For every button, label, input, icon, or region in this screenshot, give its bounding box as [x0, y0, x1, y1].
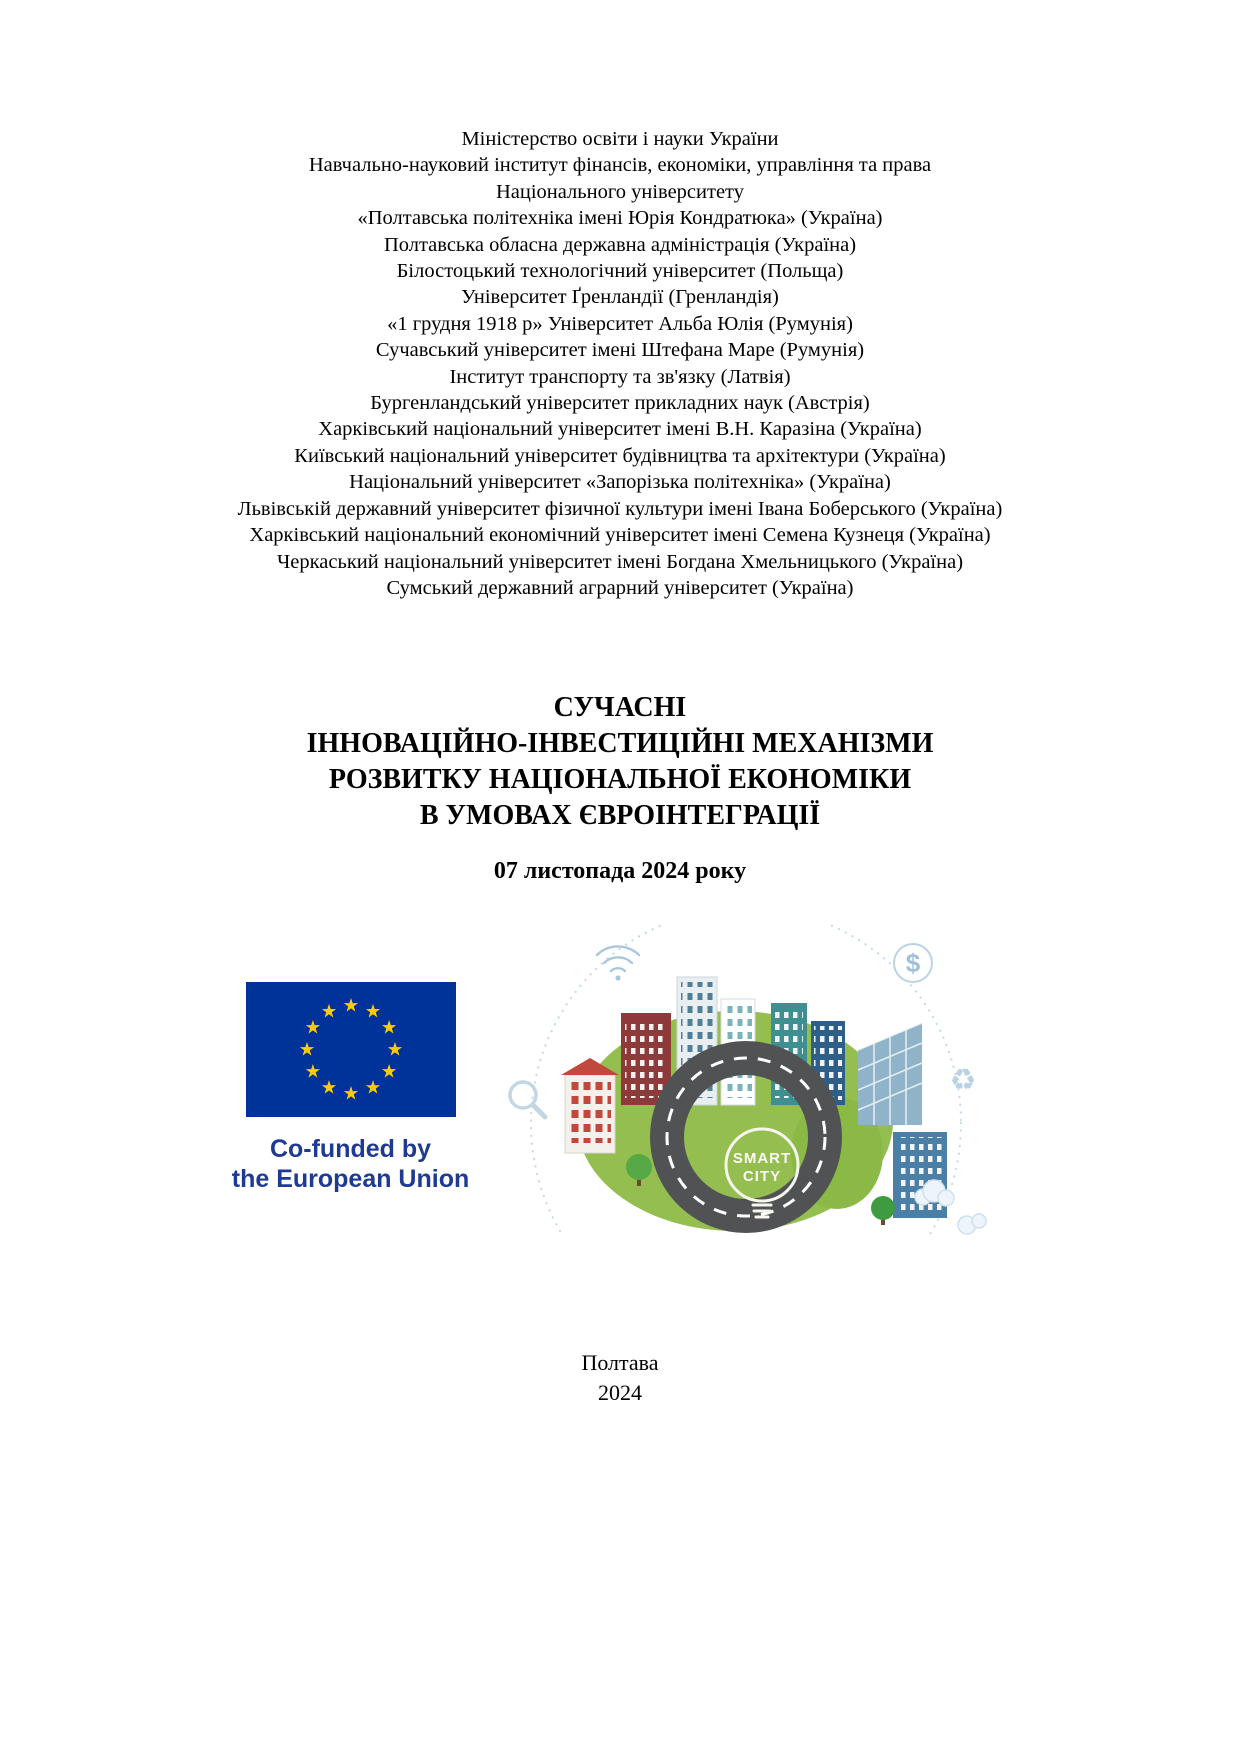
- organization-list: [60, 126, 1180, 601]
- recycle-icon: ♻: [949, 1064, 976, 1097]
- organization-line: Інститут транспорту та зв'язку (Латвія): [449, 365, 791, 388]
- dollar-icon: [894, 944, 932, 982]
- organization-line: Білостоцький технологічний університет (Польща): [396, 260, 844, 283]
- organization-line: Сумський державний аграрний університет (Україна): [386, 576, 854, 599]
- organization-line: Національного університету: [495, 180, 745, 203]
- eu-funding-block: [231, 925, 471, 1194]
- media-row: [0, 925, 1240, 1235]
- organization-line: Сучавський університет імені Штефана Маре (Румунія): [375, 339, 865, 362]
- smart-city-label-line1: SMART: [732, 1150, 791, 1167]
- organization-line: Харківський національний економічний університет імені Семена Кузнеця (Україна): [249, 524, 991, 547]
- smart-city-label-line2: CITY: [742, 1168, 781, 1185]
- wifi-icon: [597, 946, 639, 980]
- organization-line: «Полтавська політехніка імені Юрія Кондратюка» (Україна): [357, 207, 883, 230]
- organization-line: Харківський національний університет імені В.Н. Каразіна (Україна): [318, 418, 922, 441]
- organization-line: Національний університет «Запорізька політехніка» (Україна): [349, 471, 891, 494]
- organization-line: Черкаський національний університет імені Богдана Хмельницького (Україна): [276, 550, 964, 573]
- organization-line: Полтавська обласна державна адміністрація (Україна): [383, 233, 857, 256]
- eu-flag: [245, 982, 457, 1117]
- organization-line: Львівській державний університет фізичної культури імені Івана Боберського (Україна): [237, 497, 1003, 520]
- eu-funding-caption-line1: Co-funded by: [269, 1135, 432, 1163]
- imprint: [0, 1348, 1240, 1408]
- organization-line: Університет Ґренландії (Гренландія): [461, 286, 779, 309]
- imprint-city: Полтава: [581, 1350, 659, 1375]
- organization-line: Навчально-науковий інститут фінансів, економіки, управління та права: [308, 154, 932, 177]
- title-line: РОЗВИТКУ НАЦІОНАЛЬНОЇ ЕКОНОМІКИ: [328, 764, 912, 795]
- eu-funding-caption-line2: the European Union: [231, 1165, 470, 1193]
- title-line: ІННОВАЦІЙНО-ІНВЕСТИЦІЙНІ МЕХАНІЗМИ: [306, 728, 934, 759]
- title-line: СУЧАСНІ: [553, 692, 687, 723]
- smart-city-illustration: [485, 925, 1010, 1235]
- title-line: В УМОВАХ ЄВРОІНТЕГРАЦІЇ: [419, 800, 821, 831]
- magnifier-icon: [510, 1082, 545, 1117]
- organization-line: Київський національний університет будівництва та архітектури (Україна): [294, 444, 946, 467]
- conference-date: 07 листопада 2024 року: [493, 858, 747, 884]
- conference-title: [0, 690, 1240, 834]
- eu-funding-caption: [232, 1134, 470, 1194]
- organization-line: Міністерство освіти і науки України: [461, 128, 779, 150]
- imprint-year: 2024: [598, 1380, 642, 1405]
- organization-line: «1 грудня 1918 р» Університет Альба Юлія (Румунія): [387, 312, 853, 335]
- dollar-glyph: $: [905, 948, 920, 978]
- organization-line: Бургенландський університет прикладних наук (Австрія): [370, 392, 870, 415]
